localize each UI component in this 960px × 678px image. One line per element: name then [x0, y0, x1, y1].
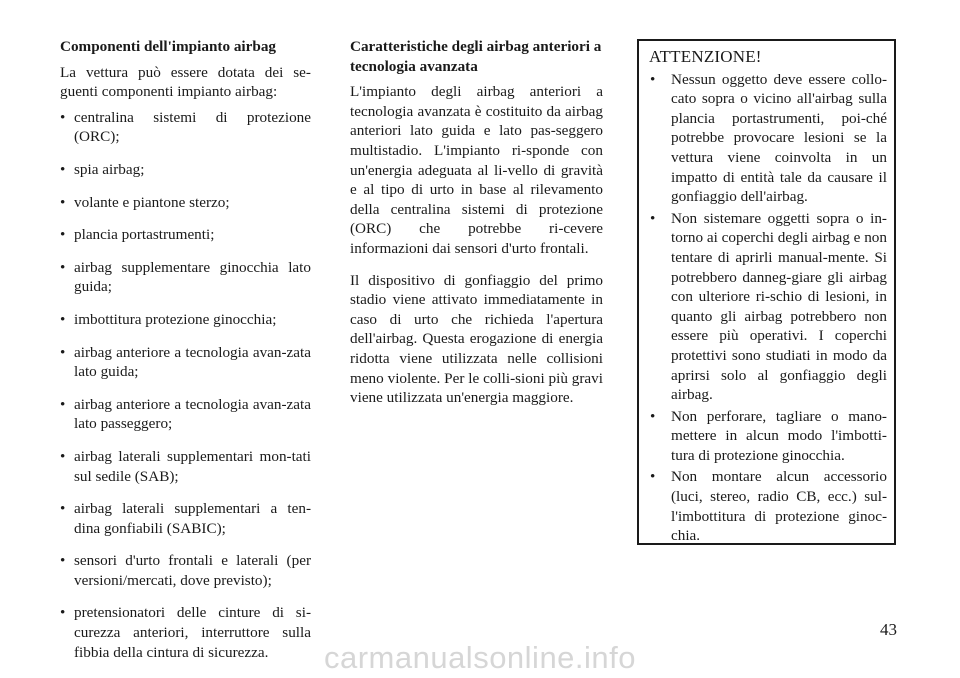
site-watermark: carmanualsonline.info — [323, 640, 637, 675]
warning-box — [637, 39, 896, 545]
list-item: • airbag supplementare ginocchia lato guida; — [60, 258, 311, 296]
intro-paragraph: La vettura può essere dotata dei se-guenti componenti impianto airbag: — [60, 63, 311, 101]
warning-list — [649, 70, 887, 546]
body-paragraph: Il dispositivo di gonfiaggio del primo stadio viene attivato immediatamente in caso di urto che richieda l'apertura dell'airbag. Questa erogazione di energia ridotta viene utilizzata nelle collisioni meno violente. Per le colli-sioni più gravi viene utilizzata un'energia maggiore. — [350, 271, 603, 407]
list-item: • airbag anteriore a tecnologia avan-zata lato passeggero; — [60, 395, 311, 433]
list-item: • airbag laterali supplementari mon-tati sul sedile (SAB); — [60, 447, 311, 485]
list-item: • Non sistemare oggetti sopra o in-torno ai coperchi degli airbag e non tentare di aprirli manual-mente. Si potrebbero danneg-giare gli airbag con ulteriore ri-schio di lesioni, in quanto gli airbag potrebbero non essere più operativi. I coperchi protettivi sono studiati in modo da aprirsi solo al gonfiaggio degli airbag. — [650, 209, 887, 404]
bullet-icon: • — [60, 604, 66, 622]
list-item: • pretensionatori delle cinture di si-curezza anteriori, interruttore sulla fibbia della cintura di sicurezza. — [60, 604, 311, 661]
middle-column — [350, 37, 603, 420]
section-heading-advanced-airbags: Caratteristiche degli airbag anteriori a tecnologia avanzata — [350, 38, 602, 75]
list-item: • imbottitura protezione ginocchia; — [60, 310, 277, 328]
warning-title: ATTENZIONE! — [649, 47, 762, 66]
list-item: • plancia portastrumenti; — [60, 226, 215, 244]
list-item: • centralina sistemi di protezione (ORC); — [60, 108, 311, 146]
bullet-icon: • — [60, 310, 66, 328]
bullet-icon: • — [60, 447, 66, 465]
bullet-icon: • — [60, 552, 66, 570]
bullet-icon: • — [60, 160, 66, 178]
bullet-icon: • — [60, 500, 66, 518]
body-paragraph: L'impianto degli airbag anteriori a tecnologia avanzata è costituito da airbag anteriori lato guida e lato pas-seggero multistadio. L'impianto ri-sponde con un'energia adeguata al li-vello di gravità e al tipo di urto in base al rilevamento della centralina sistemi di protezione (ORC) che potrebbe ri-cevere informazioni dai sensori d'urto frontali. — [350, 83, 603, 257]
list-item: • spia airbag; — [60, 160, 145, 178]
bullet-icon: • — [650, 209, 656, 227]
page-number: 43 — [880, 620, 897, 639]
list-item: • airbag laterali supplementari a ten-dina gonfiabili (SABIC); — [60, 500, 311, 537]
bullet-icon: • — [650, 70, 656, 88]
bullet-icon: • — [60, 108, 66, 126]
bullet-icon: • — [650, 468, 656, 486]
list-item: • Non montare alcun accessorio (luci, stereo, radio CB, ecc.) sul-l'imbottitura di protezione ginoc-chia. — [650, 468, 887, 545]
section-heading-components: Componenti dell'impianto airbag — [60, 38, 277, 55]
bullet-icon: • — [650, 407, 656, 425]
list-item: • Non perforare, tagliare o mano-mettere in alcun modo l'imbotti-tura di protezione ginocchia. — [650, 407, 887, 464]
list-item: • airbag anteriore a tecnologia avan-zata lato guida; — [60, 343, 311, 381]
components-list — [60, 108, 311, 662]
bullet-icon: • — [60, 395, 66, 413]
bullet-icon: • — [60, 226, 66, 244]
list-item: • Nessun oggetto deve essere collo-cato sopra o vicino all'airbag sulla plancia portastrumenti, poi-ché potrebbe provocare lesioni se la vettura viene coinvolta in un impatto di entità tale da causare il gonfiaggio dell'airbag. — [650, 70, 887, 206]
list-item: • volante e piantone sterzo; — [60, 193, 230, 211]
bullet-icon: • — [60, 193, 66, 211]
list-item: • sensori d'urto frontali e laterali (per versioni/mercati, dove previsto); — [60, 552, 311, 589]
bullet-icon: • — [60, 258, 66, 276]
left-column — [60, 37, 311, 675]
bullet-icon: • — [60, 343, 66, 361]
